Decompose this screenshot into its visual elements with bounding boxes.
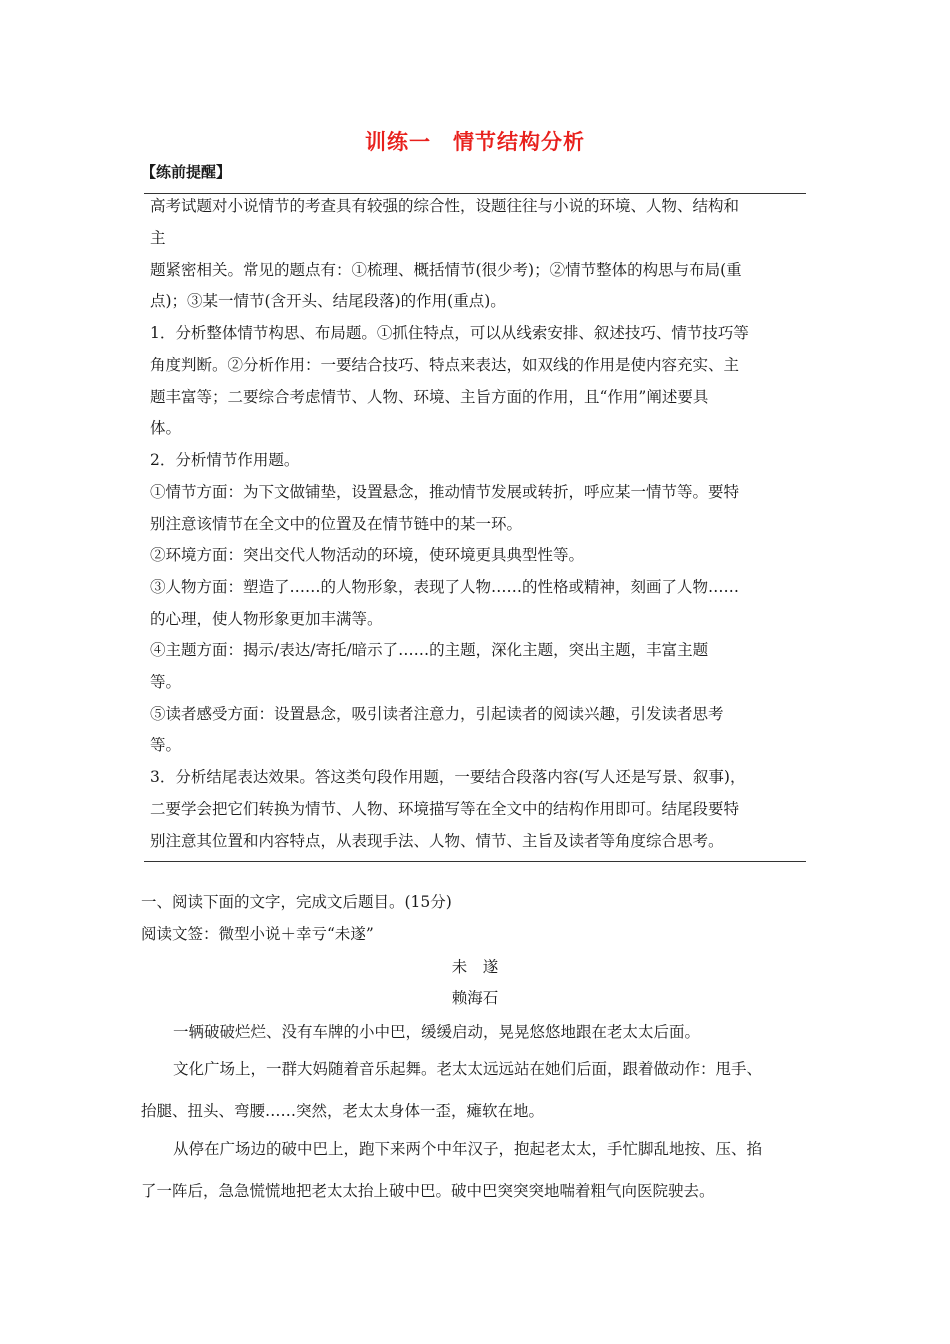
story-author: 赖海石 xyxy=(451,989,499,1007)
reminder-label: 【练前提醒】 xyxy=(141,163,232,181)
reminder-line: 等。 xyxy=(150,673,182,691)
top-rule xyxy=(144,193,806,194)
reminder-line: 3．分析结尾表达效果。答这类句段作用题，一要结合段落内容(写人还是写景、叙事)， xyxy=(150,768,746,786)
reminder-line: 体。 xyxy=(150,419,182,437)
reminder-line: ③人物方面：塑造了……的人物形象，表现了人物……的性格或精神，刻画了人物…… xyxy=(150,578,740,596)
reminder-line: 1．分析整体情节构思、布局题。①抓住特点，可以从线索安排、叙述技巧、情节技巧等 xyxy=(150,324,749,342)
reading-tag: 阅读文签：微型小说＋幸亏“未遂” xyxy=(141,925,374,943)
reminder-line: 题紧密相关。常见的题点有：①梳理、概括情节(很少考)；②情节整体的构思与布局(重 xyxy=(150,261,742,279)
story-paragraph-line: 一辆破破烂烂、没有车牌的小中巴，缓缓启动，晃晃悠悠地跟在老太太后面。 xyxy=(173,1023,701,1041)
reminder-line: 角度判断。②分析作用：一要结合技巧、特点来表达，如双线的作用是使内容充实、主 xyxy=(150,356,740,374)
reminder-line: 的心理，使人物形象更加丰满等。 xyxy=(150,610,383,628)
reminder-line: 2．分析情节作用题。 xyxy=(150,451,300,469)
reminder-line: 高考试题对小说情节的考查具有较强的综合性，设题往往与小说的环境、人物、结构和 xyxy=(150,197,740,215)
reminder-line: 题丰富等；二要综合考虑情节、人物、环境、主旨方面的作用，且“作用”阐述要具 xyxy=(150,388,709,406)
reminder-line: ②环境方面：突出交代人物活动的环境，使环境更具典型性等。 xyxy=(150,546,585,564)
question-heading: 一、阅读下面的文字，完成文后题目。(15分) xyxy=(141,893,452,911)
story-paragraph-line: 从停在广场边的破中巴上，跑下来两个中年汉子，抱起老太太，手忙脚乱地按、压、掐 xyxy=(173,1140,763,1158)
story-paragraph-line: 了一阵后，急急慌慌地把老太太抬上破中巴。破中巴突突突地喘着粗气向医院驶去。 xyxy=(141,1182,715,1200)
reminder-line: 等。 xyxy=(150,736,182,754)
reminder-line: 别注意其位置和内容特点，从表现手法、人物、情节、主旨及读者等角度综合思考。 xyxy=(150,832,724,850)
story-paragraph-line: 文化广场上，一群大妈随着音乐起舞。老太太远远站在她们后面，跟着做动作：甩手、 xyxy=(173,1060,763,1078)
bottom-rule xyxy=(144,861,806,862)
reminder-line: ④主题方面：揭示/表达/寄托/暗示了……的主题，深化主题，突出主题，丰富主题 xyxy=(150,641,709,659)
reminder-line: 主 xyxy=(150,229,166,247)
reminder-line: ①情节方面：为下文做铺垫，设置悬念，推动情节发展或转折，呼应某一情节等。要特 xyxy=(150,483,740,501)
reminder-line: 二要学会把它们转换为情节、人物、环境描写等在全文中的结构作用即可。结尾段要特 xyxy=(150,800,740,818)
reminder-line: 点)；③某一情节(含开头、结尾段落)的作用(重点)。 xyxy=(150,292,506,310)
story-paragraph-line: 抬腿、扭头、弯腰……突然，老太太身体一歪，瘫软在地。 xyxy=(141,1102,545,1120)
story-title: 未 遂 xyxy=(451,958,499,976)
reminder-line: 别注意该情节在全文中的位置及在情节链中的某一环。 xyxy=(150,515,523,533)
page-title: 训练一 情节结构分析 xyxy=(365,130,585,154)
reminder-line: ⑤读者感受方面：设置悬念，吸引读者注意力，引起读者的阅读兴趣，引发读者思考 xyxy=(150,705,724,723)
